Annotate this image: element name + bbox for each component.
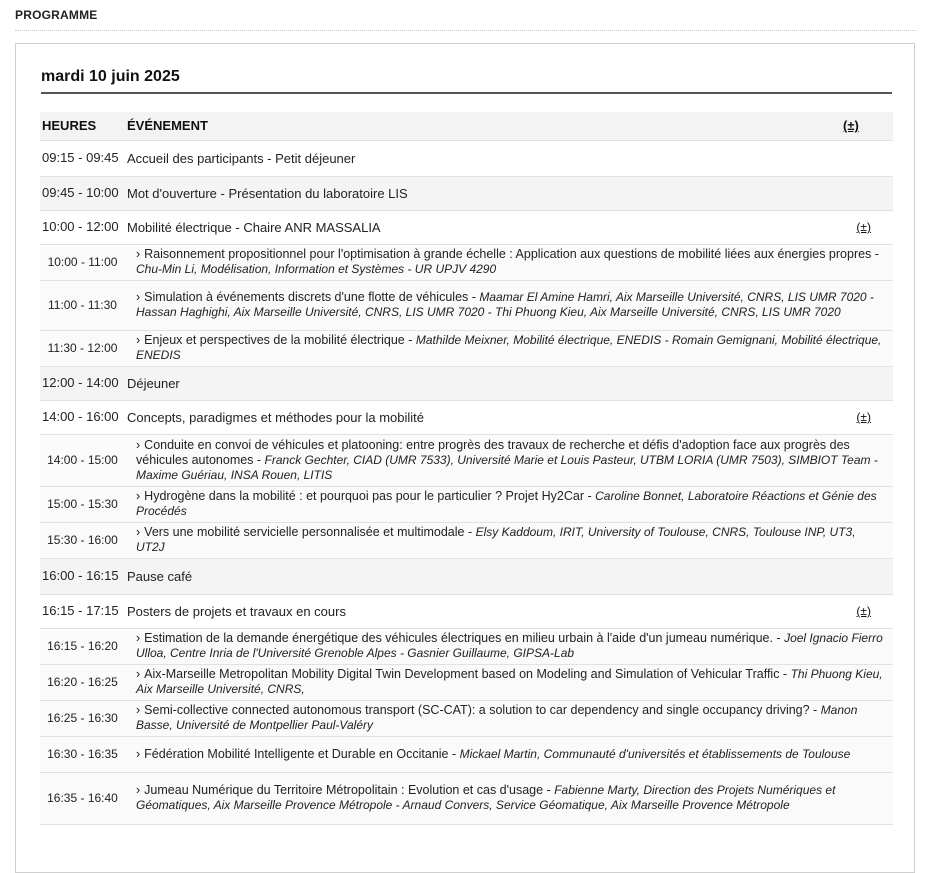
- talk-time: 16:25 - 16:30: [47, 711, 118, 725]
- session-expand-toggle[interactable]: (±): [856, 220, 871, 234]
- separator: -: [772, 631, 785, 645]
- talk-details: [125, 244, 893, 280]
- section-title: PROGRAMME: [15, 8, 98, 22]
- separator: -: [809, 703, 821, 717]
- talk-speakers: Mickael Martin, Communauté d'universités et établissements de Toulouse: [459, 746, 851, 761]
- talk-time: 16:30 - 16:35: [47, 747, 118, 761]
- talk-title: Conduite en convoi de véhicules et platooning: entre progrès des travaux de recherche et défis d'adoption face aux progrès des véhicules autonomes: [136, 437, 850, 467]
- session-time: 09:45 - 10:00: [42, 185, 119, 200]
- talk-time: 16:35 - 16:40: [47, 791, 118, 805]
- talk-speakers: Elsy Kaddoum, IRIT, University of Toulouse, CNRS, Toulouse INP, UT3, UT2J: [136, 525, 856, 554]
- session-time: 10:00 - 12:00: [42, 219, 119, 234]
- talk-time: 15:00 - 15:30: [47, 497, 118, 511]
- talk-title: Vers une mobilité servicielle personnalisée et multimodale: [144, 525, 465, 539]
- talk-details: [125, 522, 893, 558]
- talk-speakers: Joel Ignacio Fierro Ulloa, Centre Inria de l'Université Grenoble Alpes - Gasnier Guillaume, GIPSA-Lab: [136, 631, 883, 660]
- talk-row: [40, 486, 893, 522]
- chevron-right-icon: ›: [136, 489, 141, 503]
- talk-row: [40, 280, 893, 330]
- chevron-right-icon: ›: [136, 333, 141, 347]
- talk-details: [125, 280, 893, 330]
- talk-time: 11:00 - 11:30: [48, 298, 117, 312]
- talk-details: [125, 486, 893, 522]
- talk-title: Fédération Mobilité Intelligente et Durable en Occitanie: [144, 746, 449, 761]
- session-row: [40, 558, 893, 594]
- table-header: [40, 112, 893, 140]
- session-expand-toggle[interactable]: (±): [856, 410, 871, 424]
- chevron-right-icon: ›: [136, 783, 141, 797]
- talk-speakers: Thi Phuong Kieu, Aix Marseille Université, CNRS,: [136, 667, 883, 696]
- chevron-right-icon: ›: [136, 667, 141, 681]
- talk-speakers: Caroline Bonnet, Laboratoire Réactions et Génie des Procédés: [136, 489, 877, 518]
- talk-title: Hydrogène dans la mobilité : et pourquoi pas pour le particulier ? Projet Hy2Car: [144, 489, 584, 503]
- talk-details: [125, 736, 893, 772]
- chevron-right-icon: ›: [136, 290, 141, 304]
- expand-all-toggle[interactable]: (±): [843, 118, 859, 134]
- empty-cell: [843, 366, 893, 400]
- talk-speakers: Mathilde Meixner, Mobilité électrique, ENEDIS - Romain Gemignani, Mobilité électrique, ENEDIS: [136, 333, 882, 362]
- day-title: mardi 10 juin 2025: [41, 68, 180, 85]
- empty-cell: [843, 558, 893, 594]
- talk-speakers: Chu-Min Li, Modélisation, Information et Systèmes - UR UPJV 4290: [136, 262, 497, 276]
- session-row: [40, 176, 893, 210]
- separator: -: [404, 333, 416, 347]
- talk-details: [125, 628, 893, 664]
- talk-time: 15:30 - 16:00: [47, 533, 118, 547]
- session-row: [40, 594, 893, 628]
- session-time: 09:15 - 09:45: [42, 150, 119, 165]
- chevron-right-icon: ›: [136, 703, 141, 717]
- session-row: [40, 140, 893, 176]
- session-time: 16:00 - 16:15: [42, 568, 119, 583]
- session-row: [40, 400, 893, 434]
- talk-details: [125, 434, 893, 486]
- session-title: Déjeuner: [127, 375, 180, 391]
- talk-row: [40, 628, 893, 664]
- separator: -: [468, 290, 480, 304]
- session-title: Concepts, paradigmes et méthodes pour la mobilité: [127, 409, 424, 425]
- talk-time: 16:20 - 16:25: [47, 675, 118, 689]
- session-time: 12:00 - 14:00: [42, 375, 119, 390]
- empty-cell: [843, 176, 893, 210]
- section-divider: [15, 30, 917, 31]
- session-time: 16:15 - 17:15: [42, 603, 119, 618]
- separator: -: [464, 525, 476, 539]
- talk-row: [40, 700, 893, 736]
- talk-title: Simulation à événements discrets d'une flotte de véhicules: [144, 290, 469, 304]
- talk-speakers: Manon Basse, Université de Montpellier Paul-Valéry: [136, 703, 858, 732]
- talk-row: [40, 772, 893, 824]
- talk-title: Jumeau Numérique du Territoire Métropolitain : Evolution et cas d'usage: [144, 783, 544, 797]
- talk-speakers: Maamar El Amine Hamri, Aix Marseille Université, CNRS, LIS UMR 7020 - Hassan Haghighi, Aix Marseille Université, CNRS, LIS UMR 7020 - Thi Phuong Kieu, Aix Marseille Université, CNRS, LIS UMR 7020: [136, 290, 874, 319]
- talk-row: [40, 664, 893, 700]
- talk-time: 14:00 - 15:00: [47, 453, 118, 467]
- talk-title: Enjeux et perspectives de la mobilité électrique: [144, 333, 405, 347]
- separator: -: [779, 667, 791, 681]
- programme-table: [40, 112, 893, 825]
- chevron-right-icon: ›: [136, 437, 141, 452]
- session-row: [40, 210, 893, 244]
- talk-speakers: Franck Gechter, CIAD (UMR 7533), Université Marie et Louis Pasteur, UTBM LORIA (UMR 7503), SIMBIOT Team - Maxime Guériau, INSA Rouen, LITIS: [136, 452, 878, 482]
- talk-speakers: Fabienne Marty, Direction des Projets Numériques et Géomatiques, Aix Marseille Provence Métropole - Arnaud Convers, Service Géomatique, Aix Marseille Provence Métropole: [136, 783, 836, 812]
- session-expand-toggle[interactable]: (±): [856, 604, 871, 618]
- talk-row: [40, 736, 893, 772]
- chevron-right-icon: ›: [136, 247, 141, 261]
- talk-details: [125, 330, 893, 366]
- talk-time: 10:00 - 11:00: [47, 255, 118, 269]
- talk-title: Estimation de la demande énergétique des véhicules électriques en milieu urbain à l'aide d'un jumeau numérique.: [144, 631, 773, 645]
- separator: -: [253, 452, 265, 467]
- column-header-event: ÉVÉNEMENT: [127, 118, 208, 134]
- talk-title: Semi-collective connected autonomous transport (SC-CAT): a solution to car dependency and single occupancy driving?: [144, 703, 810, 717]
- session-title: Mot d'ouverture - Présentation du laboratoire LIS: [127, 185, 408, 201]
- separator: -: [448, 746, 460, 761]
- talk-title: Raisonnement propositionnel pour l'optimisation à grande échelle : Application aux questions de mobilité liées aux énergies propres: [144, 247, 872, 261]
- talk-details: [125, 700, 893, 736]
- empty-cell: [843, 140, 893, 176]
- talk-details: [125, 664, 893, 700]
- talk-row: [40, 244, 893, 280]
- session-title: Accueil des participants - Petit déjeuner: [127, 150, 356, 166]
- session-time: 14:00 - 16:00: [42, 409, 119, 424]
- talk-row: [40, 522, 893, 558]
- talk-row: [40, 434, 893, 486]
- talk-time: 11:30 - 12:00: [47, 341, 118, 355]
- session-title: Posters de projets et travaux en cours: [127, 603, 346, 619]
- separator: -: [543, 783, 555, 797]
- chevron-right-icon: ›: [136, 631, 141, 645]
- separator: -: [584, 489, 596, 503]
- talk-time: 16:15 - 16:20: [47, 639, 118, 653]
- session-row: [40, 366, 893, 400]
- column-header-hours: HEURES: [42, 118, 97, 134]
- talk-title: Aix-Marseille Metropolitan Mobility Digital Twin Development based on Modeling and Simulation of Vehicular Traffic: [144, 667, 780, 681]
- separator: -: [871, 247, 879, 261]
- programme-box: [15, 43, 915, 873]
- day-divider: [41, 92, 892, 94]
- chevron-right-icon: ›: [136, 746, 141, 761]
- chevron-right-icon: ›: [136, 525, 141, 539]
- session-title: Mobilité électrique - Chaire ANR MASSALIA: [127, 219, 381, 235]
- talk-details: [125, 772, 893, 824]
- session-title: Pause café: [127, 568, 193, 584]
- talk-row: [40, 330, 893, 366]
